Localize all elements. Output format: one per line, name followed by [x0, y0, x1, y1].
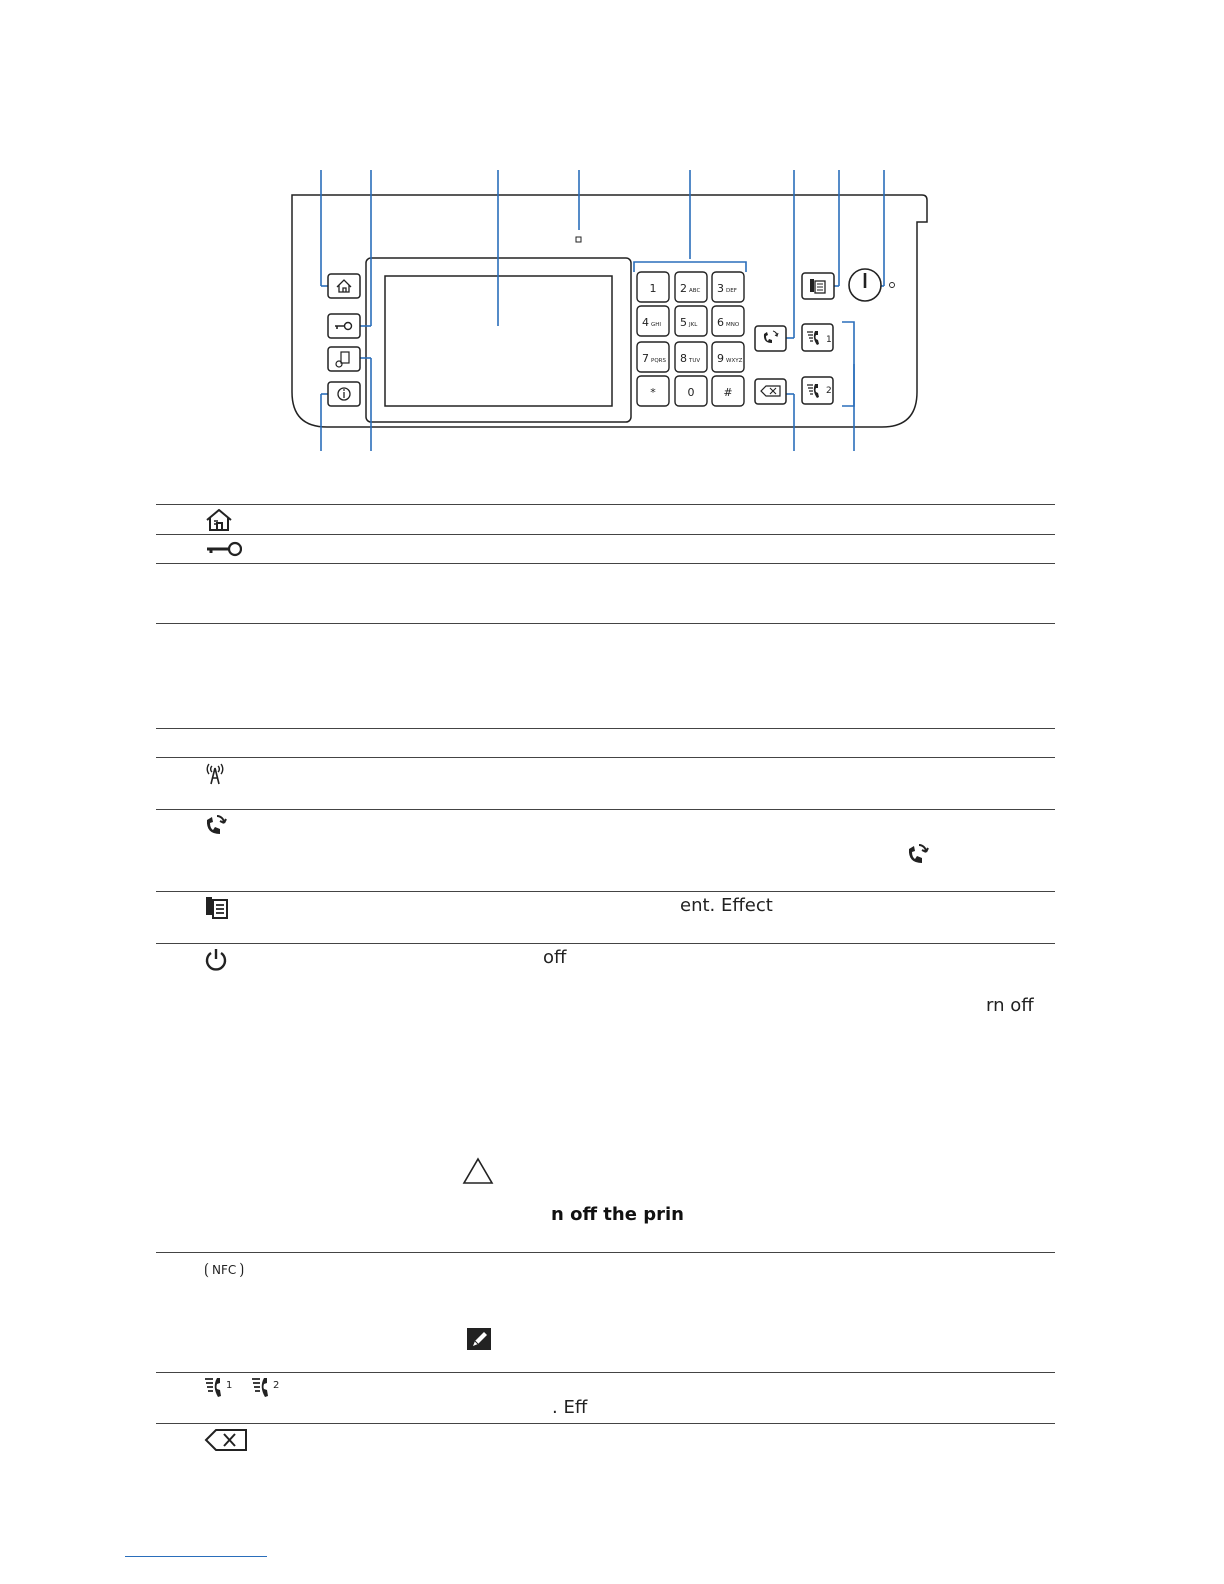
- keypad-digit: 3 DEF: [717, 282, 737, 295]
- keypad-key[interactable]: [637, 306, 669, 336]
- text-fragment: off: [543, 947, 567, 968]
- redial-icon: [204, 813, 228, 837]
- table-rule: [156, 728, 1055, 729]
- keypad-digit: 7 PQRS: [642, 352, 666, 365]
- keypad-key[interactable]: [675, 306, 707, 336]
- table-rule: [156, 623, 1055, 624]
- redial-button[interactable]: [755, 326, 786, 351]
- nfc-wave-left-icon: ⟮: [204, 1260, 209, 1278]
- table-rule: [156, 943, 1055, 944]
- keypad-key[interactable]: [712, 342, 744, 372]
- table-rule: [156, 534, 1055, 535]
- home-icon: [205, 509, 233, 531]
- keypad-key[interactable]: [675, 376, 707, 406]
- redial-icon: [906, 842, 930, 866]
- keypad-digit: 0: [687, 386, 695, 399]
- keypad-digit: *: [650, 386, 656, 399]
- speed-dial-2-button[interactable]: [802, 377, 833, 404]
- table-rule: [156, 1372, 1055, 1373]
- caution-icon: [462, 1157, 494, 1185]
- job-status-icon: [205, 896, 229, 920]
- nfc-label: NFC: [212, 1263, 237, 1277]
- keypad-letters: ABC: [689, 288, 701, 294]
- svg-text:2: 2: [826, 386, 832, 396]
- speed-dial-icon: [251, 1376, 281, 1398]
- keypad-letters: PQRS: [651, 358, 666, 364]
- note-icon: [467, 1328, 491, 1350]
- keypad-key[interactable]: [637, 272, 669, 302]
- keypad-key[interactable]: [637, 342, 669, 372]
- nfc-wave-right-icon: ⟯: [239, 1260, 245, 1278]
- speed-dial-icon: [204, 1376, 234, 1398]
- text-fragment: ent. Effect: [680, 895, 773, 916]
- keypad-digit: 8 TUV: [680, 352, 701, 365]
- keypad-key[interactable]: [675, 272, 707, 302]
- keypad-key[interactable]: [712, 306, 744, 336]
- power-icon: [204, 948, 228, 972]
- footer-link-underline[interactable]: [125, 1556, 267, 1557]
- keypad-letters: WXYZ: [726, 358, 743, 364]
- info-button[interactable]: [328, 382, 360, 406]
- table-rule: [156, 757, 1055, 758]
- keypad-letters: TUV: [689, 358, 701, 364]
- keypad-digit: 9 WXYZ: [717, 352, 743, 365]
- svg-text:2: 2: [273, 1380, 280, 1391]
- keypad-key[interactable]: [637, 376, 669, 406]
- keypad-digit: 4 GHI: [642, 316, 662, 329]
- job-button[interactable]: [328, 347, 360, 371]
- keypad-key[interactable]: [712, 376, 744, 406]
- control-panel-illustration: [0, 0, 1224, 470]
- text-fragment: . Eff: [552, 1397, 588, 1418]
- table-rule: [156, 1252, 1055, 1253]
- svg-text:1: 1: [226, 1380, 233, 1391]
- wireless-icon: [204, 761, 226, 785]
- keypad-digit: #: [723, 386, 733, 399]
- job-status-button[interactable]: [802, 273, 834, 299]
- keypad-digit: 1: [649, 282, 657, 295]
- text-fragment: n off the prin: [551, 1204, 684, 1225]
- table-rule: [156, 563, 1055, 564]
- keypad-letters: JKL: [689, 322, 698, 328]
- speed-dial-1-button[interactable]: [802, 324, 833, 351]
- table-rule: [156, 891, 1055, 892]
- table-rule: [156, 809, 1055, 810]
- home-button[interactable]: [328, 274, 360, 298]
- keypad-letters: GHI: [651, 322, 662, 328]
- keypad-letters: DEF: [726, 288, 737, 294]
- keypad-digit: 2 ABC: [680, 282, 701, 295]
- keypad-key[interactable]: [712, 272, 744, 302]
- backspace-icon: [204, 1428, 248, 1452]
- keypad-key[interactable]: [675, 342, 707, 372]
- backspace-button[interactable]: [755, 379, 786, 404]
- keypad: [637, 272, 744, 406]
- nfc-icon: [204, 1260, 244, 1278]
- power-button[interactable]: [849, 269, 895, 301]
- keypad-letters: MNO: [726, 322, 740, 328]
- keypad-digit: 6 MNO: [717, 316, 740, 329]
- key-icon: [206, 540, 242, 558]
- keypad-digit: 5 JKL: [680, 316, 698, 329]
- text-fragment: rn off: [986, 995, 1034, 1016]
- table-rule: [156, 504, 1055, 505]
- svg-text:1: 1: [826, 335, 832, 345]
- table-rule: [156, 1423, 1055, 1424]
- key-button[interactable]: [328, 314, 360, 338]
